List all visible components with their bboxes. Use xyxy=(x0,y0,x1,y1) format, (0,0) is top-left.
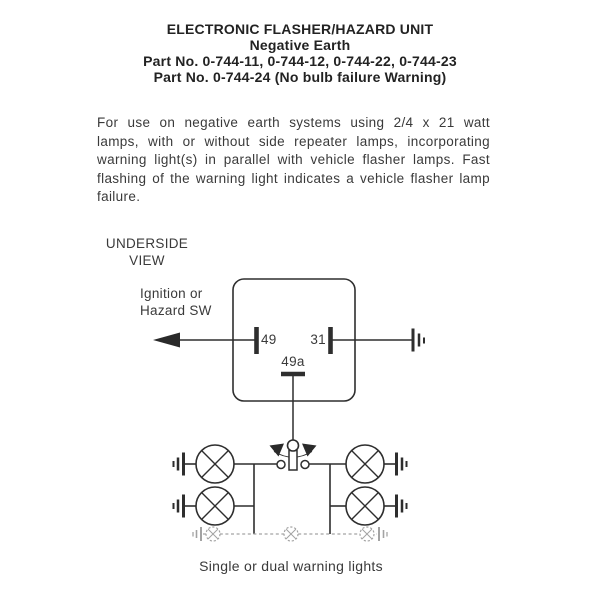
view-orientation-label-line1: UNDERSIDE xyxy=(105,236,189,251)
switch-pivot xyxy=(288,440,299,451)
part-numbers-line-1: Part No. 0-744-11, 0-744-12, 0-744-22, 0-744-23 xyxy=(143,53,457,69)
flasher-lamp-icon xyxy=(346,445,384,483)
earth-icon xyxy=(174,453,184,476)
page-title: ELECTRONIC FLASHER/HAZARD UNIT xyxy=(166,21,434,37)
terminal-31-label: 31 xyxy=(310,332,326,347)
terminal-49-label: 49 xyxy=(261,332,277,347)
warning-lamp-dashed-icon xyxy=(284,527,298,541)
optional-warning-lamp-row xyxy=(193,527,387,541)
terminal-49a-label: 49a xyxy=(281,354,305,369)
earth-icon xyxy=(397,495,407,518)
view-orientation-label-line2: VIEW xyxy=(129,252,165,268)
flasher-lamp-icon xyxy=(196,445,234,483)
earth-icon xyxy=(397,453,407,476)
switch-throw-arrow-right-icon xyxy=(302,444,317,457)
part-numbers-line-2: Part No. 0-744-24 (No bulb failure Warning) xyxy=(153,69,447,85)
diagram-caption: Single or dual warning lights xyxy=(199,558,383,574)
flasher-lamp-icon xyxy=(196,487,234,525)
switch-contact-right xyxy=(301,461,309,469)
switch-feed-label-line2: Hazard SW xyxy=(140,302,212,318)
switch-feed-label-line1: Ignition or xyxy=(140,286,203,301)
switch-throw-arrow-left-icon xyxy=(270,444,285,457)
switch-contact-left xyxy=(277,461,285,469)
ignition-feed-arrow-icon xyxy=(153,333,180,348)
earth-dashed-icon xyxy=(193,527,201,541)
earth-icon xyxy=(174,495,184,518)
warning-lamp-dashed-icon xyxy=(206,527,220,541)
changeover-switch xyxy=(270,440,317,470)
switch-armature xyxy=(289,451,297,471)
earth-icon xyxy=(413,329,424,352)
flasher-lamp-icon xyxy=(346,487,384,525)
warning-lamp-dashed-icon xyxy=(360,527,374,541)
description-paragraph: For use on negative earth systems using 2/4 x 21 watt lamps, with or without side repeater lamps, incorporating warning light(s) in parallel with vehicle flasher lamps. Fast flashing of the warning light indicates a vehicle flasher lamp failure. xyxy=(97,115,490,205)
page-subtitle: Negative Earth xyxy=(249,37,351,53)
earth-dashed-icon xyxy=(379,527,387,541)
